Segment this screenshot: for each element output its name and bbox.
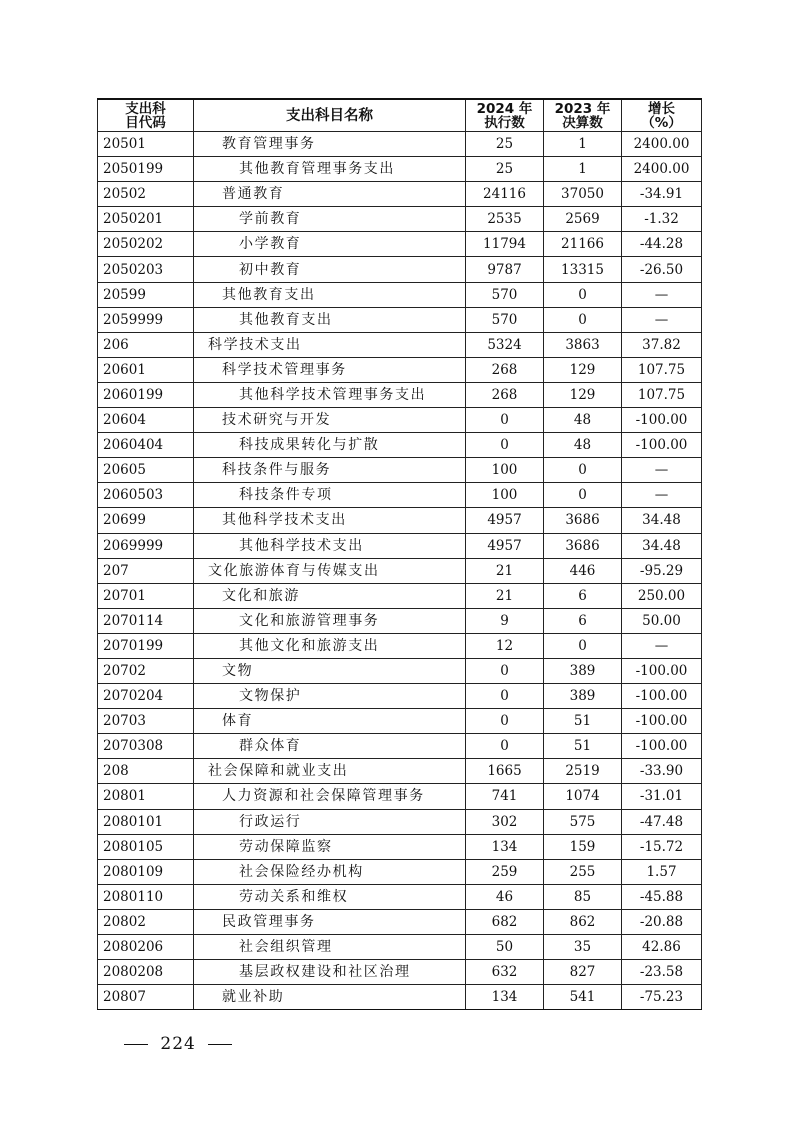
row-final: 35 (544, 935, 622, 960)
header-code (98, 99, 194, 132)
row-growth: -100.00 (622, 684, 702, 709)
row-growth: 34.48 (622, 508, 702, 533)
table-row (98, 935, 702, 960)
table-row (98, 307, 702, 332)
row-name: 社会保障和就业支出 (194, 759, 466, 784)
header-growth (622, 99, 702, 132)
row-code: 206 (98, 332, 194, 357)
row-code: 2059999 (98, 307, 194, 332)
row-final: 541 (544, 985, 622, 1010)
row-growth: -20.88 (622, 909, 702, 934)
row-code: 20502 (98, 182, 194, 207)
row-name: 文物 (194, 658, 466, 683)
row-growth: 1.57 (622, 859, 702, 884)
row-exec: 632 (466, 960, 544, 985)
row-final: 2569 (544, 207, 622, 232)
row-growth: -15.72 (622, 834, 702, 859)
row-exec: 9 (466, 608, 544, 633)
row-code: 20501 (98, 132, 194, 157)
row-growth: 50.00 (622, 608, 702, 633)
row-final: 51 (544, 709, 622, 734)
table-row (98, 157, 702, 182)
row-growth: 250.00 (622, 583, 702, 608)
page-number: 224 (160, 1034, 196, 1054)
row-growth: 107.75 (622, 357, 702, 382)
row-name: 行政运行 (194, 809, 466, 834)
row-code: 2050202 (98, 232, 194, 257)
row-final: 2519 (544, 759, 622, 784)
table-row (98, 458, 702, 483)
row-exec: 570 (466, 307, 544, 332)
page-footer (118, 1034, 238, 1054)
row-exec: 0 (466, 658, 544, 683)
row-code: 20703 (98, 709, 194, 734)
row-growth: -100.00 (622, 408, 702, 433)
row-exec: 9787 (466, 257, 544, 282)
row-exec: 268 (466, 382, 544, 407)
row-exec: 682 (466, 909, 544, 934)
row-growth: -45.88 (622, 884, 702, 909)
row-growth: 107.75 (622, 382, 702, 407)
row-growth: 2400.00 (622, 157, 702, 182)
row-exec: 4957 (466, 533, 544, 558)
row-code: 207 (98, 558, 194, 583)
table-row (98, 207, 702, 232)
row-code: 2070114 (98, 608, 194, 633)
row-exec: 100 (466, 458, 544, 483)
row-growth: -75.23 (622, 985, 702, 1010)
row-final: 37050 (544, 182, 622, 207)
row-growth: -100.00 (622, 658, 702, 683)
footer-dash-left (124, 1044, 148, 1045)
row-final: 0 (544, 633, 622, 658)
row-growth: -23.58 (622, 960, 702, 985)
row-name: 社会组织管理 (194, 935, 466, 960)
row-code: 20801 (98, 784, 194, 809)
table-row (98, 508, 702, 533)
row-exec: 268 (466, 357, 544, 382)
row-final: 862 (544, 909, 622, 934)
row-final: 3686 (544, 533, 622, 558)
row-name: 其他教育支出 (194, 307, 466, 332)
row-code: 2080208 (98, 960, 194, 985)
row-final: 159 (544, 834, 622, 859)
row-final: 389 (544, 658, 622, 683)
row-name: 教育管理事务 (194, 132, 466, 157)
row-growth: — (622, 282, 702, 307)
row-code: 20699 (98, 508, 194, 533)
row-name: 其他科学技术支出 (194, 508, 466, 533)
row-name: 基层政权建设和社区治理 (194, 960, 466, 985)
row-name: 其他文化和旅游支出 (194, 633, 466, 658)
table-row (98, 433, 702, 458)
row-name: 文物保护 (194, 684, 466, 709)
row-name: 体育 (194, 709, 466, 734)
row-code: 20601 (98, 357, 194, 382)
row-growth: -47.48 (622, 809, 702, 834)
row-name: 其他科学技术管理事务支出 (194, 382, 466, 407)
row-name: 其他科学技术支出 (194, 533, 466, 558)
row-exec: 21 (466, 583, 544, 608)
row-name: 普通教育 (194, 182, 466, 207)
row-code: 2069999 (98, 533, 194, 558)
row-code: 2080105 (98, 834, 194, 859)
row-exec: 0 (466, 734, 544, 759)
table-row (98, 382, 702, 407)
row-final: 3863 (544, 332, 622, 357)
row-name: 其他教育支出 (194, 282, 466, 307)
row-growth: — (622, 483, 702, 508)
row-exec: 0 (466, 709, 544, 734)
row-final: 255 (544, 859, 622, 884)
row-name: 初中教育 (194, 257, 466, 282)
row-exec: 0 (466, 433, 544, 458)
row-code: 2060503 (98, 483, 194, 508)
expenditure-table (97, 98, 702, 1010)
row-exec: 25 (466, 157, 544, 182)
row-exec: 12 (466, 633, 544, 658)
row-name: 文化和旅游管理事务 (194, 608, 466, 633)
table-row (98, 533, 702, 558)
row-growth: -100.00 (622, 734, 702, 759)
header-exec-line2: 执行数 (484, 114, 525, 131)
row-name: 社会保险经办机构 (194, 859, 466, 884)
table-row (98, 483, 702, 508)
header-growth-line1: 增长 (648, 100, 675, 117)
table-row (98, 583, 702, 608)
row-growth: 34.48 (622, 533, 702, 558)
header-code-line1: 支出科 (125, 100, 166, 117)
row-code: 2070199 (98, 633, 194, 658)
table-row (98, 909, 702, 934)
header-final-line2: 决算数 (562, 114, 603, 131)
table-body (98, 132, 702, 1010)
header-exec (466, 99, 544, 132)
row-name: 科技条件与服务 (194, 458, 466, 483)
row-code: 2080206 (98, 935, 194, 960)
row-final: 129 (544, 357, 622, 382)
row-growth: -33.90 (622, 759, 702, 784)
row-growth: -100.00 (622, 709, 702, 734)
row-final: 6 (544, 583, 622, 608)
row-final: 48 (544, 408, 622, 433)
row-code: 2060199 (98, 382, 194, 407)
row-exec: 302 (466, 809, 544, 834)
row-name: 小学教育 (194, 232, 466, 257)
table-row (98, 985, 702, 1010)
row-exec: 11794 (466, 232, 544, 257)
row-exec: 21 (466, 558, 544, 583)
header-final (544, 99, 622, 132)
table-row (98, 859, 702, 884)
row-exec: 24116 (466, 182, 544, 207)
row-exec: 25 (466, 132, 544, 157)
row-exec: 0 (466, 408, 544, 433)
table-row (98, 709, 702, 734)
row-name: 科学技术支出 (194, 332, 466, 357)
row-code: 2050201 (98, 207, 194, 232)
table-row (98, 232, 702, 257)
row-exec: 1665 (466, 759, 544, 784)
row-growth: -44.28 (622, 232, 702, 257)
header-code-line2: 目代码 (125, 114, 166, 131)
row-final: 827 (544, 960, 622, 985)
row-final: 1 (544, 157, 622, 182)
table-row (98, 282, 702, 307)
row-code: 20701 (98, 583, 194, 608)
row-code: 2070308 (98, 734, 194, 759)
row-exec: 0 (466, 684, 544, 709)
row-name: 劳动关系和维权 (194, 884, 466, 909)
row-growth: 2400.00 (622, 132, 702, 157)
row-name: 科技条件专项 (194, 483, 466, 508)
row-code: 2070204 (98, 684, 194, 709)
row-exec: 50 (466, 935, 544, 960)
row-code: 2080101 (98, 809, 194, 834)
table-row (98, 182, 702, 207)
row-final: 21166 (544, 232, 622, 257)
row-exec: 570 (466, 282, 544, 307)
row-name: 就业补助 (194, 985, 466, 1010)
table-row (98, 608, 702, 633)
row-growth: 42.86 (622, 935, 702, 960)
row-final: 85 (544, 884, 622, 909)
table-row (98, 684, 702, 709)
row-final: 0 (544, 307, 622, 332)
row-growth: — (622, 307, 702, 332)
table-row (98, 633, 702, 658)
table-row (98, 408, 702, 433)
row-growth: -26.50 (622, 257, 702, 282)
row-final: 446 (544, 558, 622, 583)
row-code: 20807 (98, 985, 194, 1010)
row-final: 6 (544, 608, 622, 633)
header-final-line1: 2023 年 (554, 100, 611, 117)
row-final: 1 (544, 132, 622, 157)
footer-dash-right (208, 1044, 232, 1045)
table-row (98, 257, 702, 282)
row-growth: -34.91 (622, 182, 702, 207)
row-code: 2080109 (98, 859, 194, 884)
row-name: 技术研究与开发 (194, 408, 466, 433)
row-growth: — (622, 458, 702, 483)
row-final: 0 (544, 458, 622, 483)
row-growth: -1.32 (622, 207, 702, 232)
row-name: 劳动保障监察 (194, 834, 466, 859)
row-name: 科技成果转化与扩散 (194, 433, 466, 458)
row-final: 13315 (544, 257, 622, 282)
table-header (98, 99, 702, 132)
table-row (98, 734, 702, 759)
row-growth: -31.01 (622, 784, 702, 809)
table-row (98, 759, 702, 784)
row-exec: 2535 (466, 207, 544, 232)
row-name: 文化和旅游 (194, 583, 466, 608)
row-code: 20604 (98, 408, 194, 433)
row-code: 2050199 (98, 157, 194, 182)
table-row (98, 357, 702, 382)
row-growth: -100.00 (622, 433, 702, 458)
row-final: 0 (544, 282, 622, 307)
row-final: 0 (544, 483, 622, 508)
row-growth: — (622, 633, 702, 658)
row-final: 575 (544, 809, 622, 834)
row-code: 20802 (98, 909, 194, 934)
row-exec: 5324 (466, 332, 544, 357)
row-name: 民政管理事务 (194, 909, 466, 934)
row-exec: 134 (466, 985, 544, 1010)
row-final: 129 (544, 382, 622, 407)
row-name: 其他教育管理事务支出 (194, 157, 466, 182)
table-row (98, 809, 702, 834)
row-code: 208 (98, 759, 194, 784)
header-exec-line1: 2024 年 (476, 100, 533, 117)
row-exec: 46 (466, 884, 544, 909)
row-code: 2080110 (98, 884, 194, 909)
row-name: 人力资源和社会保障管理事务 (194, 784, 466, 809)
header-growth-line2: （%） (641, 114, 682, 131)
table-row (98, 884, 702, 909)
row-growth: -95.29 (622, 558, 702, 583)
table-row (98, 132, 702, 157)
row-exec: 100 (466, 483, 544, 508)
table-row (98, 784, 702, 809)
row-name: 文化旅游体育与传媒支出 (194, 558, 466, 583)
row-final: 48 (544, 433, 622, 458)
row-code: 2060404 (98, 433, 194, 458)
table-row (98, 332, 702, 357)
budget-table-container (97, 98, 701, 1010)
row-final: 389 (544, 684, 622, 709)
row-final: 3686 (544, 508, 622, 533)
row-exec: 259 (466, 859, 544, 884)
header-name: 支出科目名称 (194, 99, 466, 132)
row-name: 科学技术管理事务 (194, 357, 466, 382)
row-final: 1074 (544, 784, 622, 809)
row-exec: 741 (466, 784, 544, 809)
row-name: 群众体育 (194, 734, 466, 759)
row-code: 2050203 (98, 257, 194, 282)
table-row (98, 834, 702, 859)
table-row (98, 558, 702, 583)
row-final: 51 (544, 734, 622, 759)
row-code: 20605 (98, 458, 194, 483)
row-exec: 4957 (466, 508, 544, 533)
row-code: 20702 (98, 658, 194, 683)
row-code: 20599 (98, 282, 194, 307)
row-exec: 134 (466, 834, 544, 859)
table-row (98, 960, 702, 985)
row-name: 学前教育 (194, 207, 466, 232)
table-row (98, 658, 702, 683)
row-growth: 37.82 (622, 332, 702, 357)
